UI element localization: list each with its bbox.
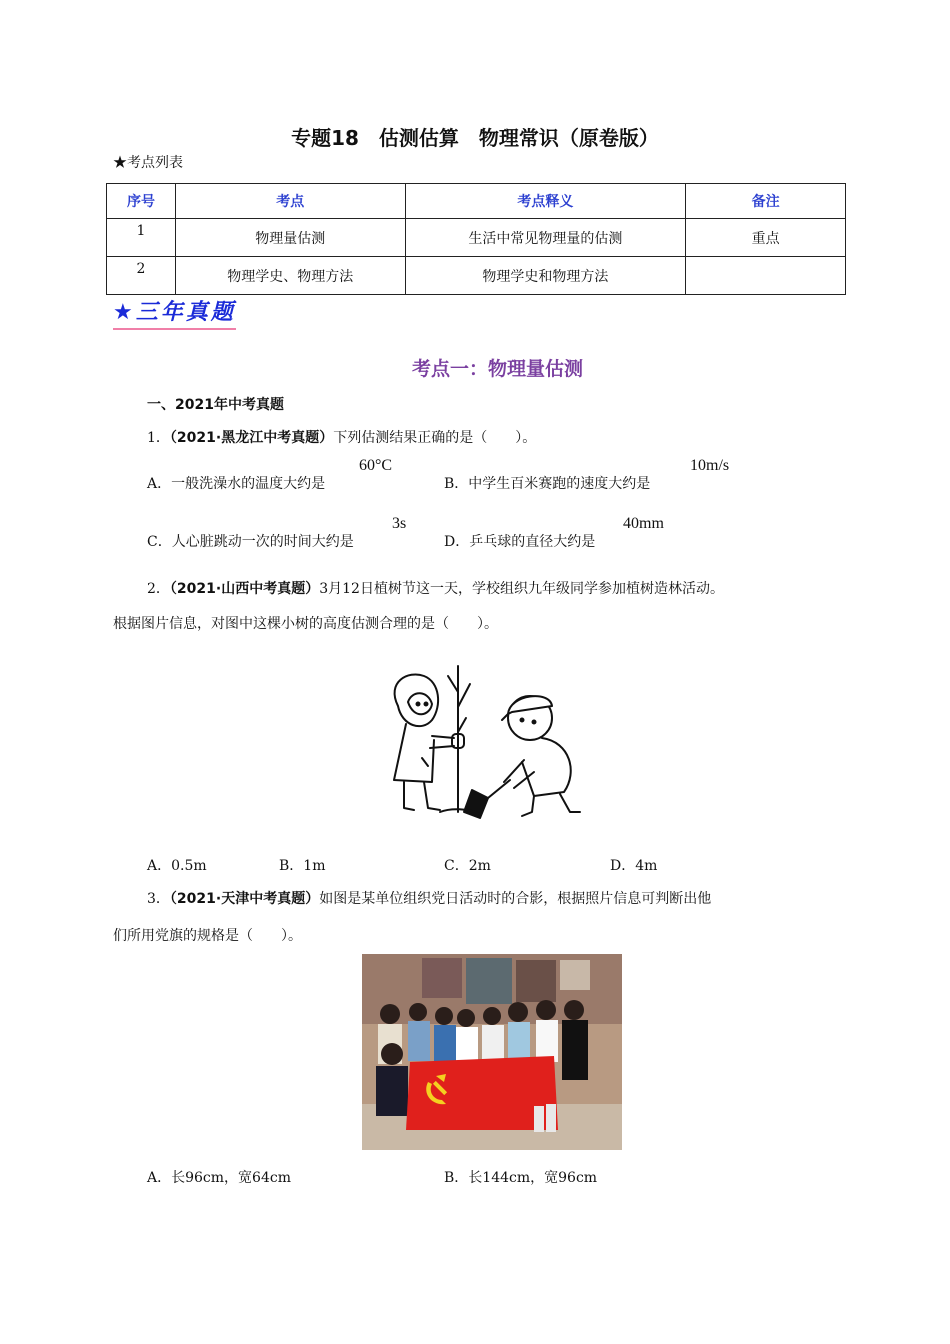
q1-option-d: D．乒乓球的直径大约是 <box>444 534 596 550</box>
question-number: 3． <box>147 891 170 907</box>
question-stem: 3月12日植树节这一天，学校组织九年级同学参加植树造林活动。 <box>319 581 724 597</box>
question-2 <box>147 578 724 598</box>
table-row <box>107 257 846 295</box>
cell-topic: 物理量估测 <box>175 219 405 257</box>
three-year-banner: ★三年真题 <box>113 298 236 330</box>
topic-list-label: ★考点列表 <box>113 155 183 171</box>
question-number: 1． <box>147 430 170 446</box>
q2-option-c: C．2m <box>444 858 491 874</box>
question-stem: 下列估测结果正确的是（ ）。 <box>333 430 537 446</box>
q1-option-a-value: 60°C <box>359 457 393 474</box>
question-stem: 如图是某单位组织党日活动时的合影，根据照片信息可判断出他 <box>319 891 712 907</box>
header-explanation: 考点释义 <box>405 184 686 219</box>
section-title: 考点一：物理量估测 <box>411 358 583 380</box>
q2-option-d: D．4m <box>610 858 658 874</box>
table-header-row <box>107 184 846 219</box>
q2-option-b: B．1m <box>279 858 326 874</box>
q2-option-a: A．0.5m <box>147 858 207 874</box>
table-row <box>107 219 846 257</box>
question-1 <box>147 427 536 447</box>
q3-option-a: A．长96cm，宽64cm <box>147 1170 291 1186</box>
topic-table <box>106 183 846 295</box>
header-topic: 考点 <box>175 184 405 219</box>
page-title: 专题18 估测估算 物理常识（原卷版） <box>291 126 659 150</box>
q1-option-b: B．中学生百米赛跑的速度大约是 <box>444 476 651 492</box>
tree-planting-illustration <box>384 662 590 826</box>
header-index: 序号 <box>107 184 176 219</box>
q1-option-b-value: 10m/s <box>690 457 730 474</box>
cell-remark: 重点 <box>686 219 846 257</box>
cell-remark <box>686 257 846 295</box>
question-source: （2021·山西中考真题） <box>169 581 320 597</box>
question-number: 2． <box>147 581 170 597</box>
question-3-line2: 们所用党旗的规格是（ ）。 <box>113 928 302 944</box>
subsection-title: 一、2021年中考真题 <box>147 397 284 413</box>
header-remark: 备注 <box>686 184 846 219</box>
question-source: （2021·黑龙江中考真题） <box>169 430 334 446</box>
cell-explanation: 物理学史和物理方法 <box>405 257 686 295</box>
cell-index: 1 <box>107 219 176 257</box>
cell-topic: 物理学史、物理方法 <box>175 257 405 295</box>
q1-option-c: C．人心脏跳动一次的时间大约是 <box>147 534 354 550</box>
question-3 <box>147 888 711 908</box>
cell-explanation: 生活中常见物理量的估测 <box>405 219 686 257</box>
q3-option-b: B．长144cm，宽96cm <box>444 1170 598 1186</box>
group-photo-with-flag <box>362 954 622 1150</box>
q1-option-d-value: 40mm <box>623 515 664 532</box>
cell-index: 2 <box>107 257 176 295</box>
q1-option-c-value: 3s <box>392 515 407 532</box>
question-source: （2021·天津中考真题） <box>169 891 320 907</box>
question-2-line2: 根据图片信息，对图中这棵小树的高度估测合理的是（ ）。 <box>113 616 498 632</box>
q1-option-a: A．一般洗澡水的温度大约是 <box>147 476 326 492</box>
